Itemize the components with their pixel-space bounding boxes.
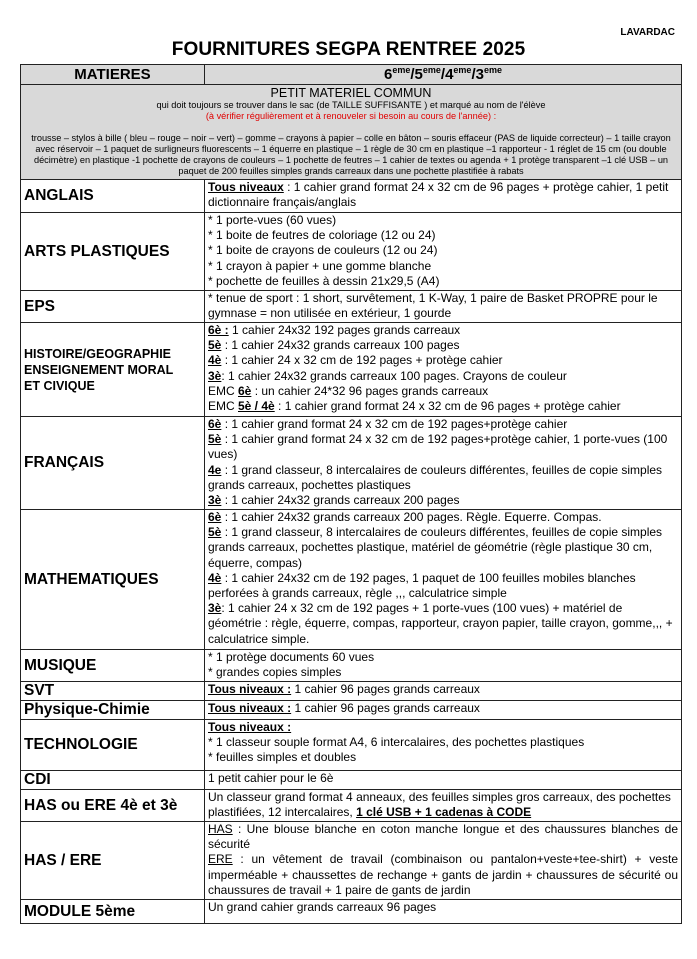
supplies-francais: 6è : 1 cahier grand format 24 x 32 cm de 192 pages+protège cahier 5è : 1 cahier grand format 24 x 32 cm de 192 pages+protège cahier, 1 porte-vues (100 vues) 4e : 1 grand classeur, 8 intercalaires de couleurs différentes, feuilles de copie simples grands carreaux, pochettes plastiques 3è : 1 cahier 24x32 grands carreaux 200 pages bbox=[205, 417, 682, 510]
subject-physique: Physique-Chimie bbox=[21, 701, 205, 720]
supplies-cdi: 1 petit cahier pour le 6è bbox=[205, 771, 682, 790]
document-title: FOURNITURES SEGPA RENTREE 2025 bbox=[171, 39, 526, 60]
supplies-eps: * tenue de sport : 1 short, survêtement, 1 K-Way, 1 paire de Basket PROPRE pour le gymnase = non utilisée en extérieur, 1 gourde bbox=[205, 291, 682, 323]
school-location: LAVARDAC bbox=[620, 27, 675, 38]
subject-anglais: ANGLAIS bbox=[21, 180, 205, 213]
common-instruction: qui doit toujours se trouver dans le sac (de TAILLE SUFFISANTE ) et marqué au nom de l'élève bbox=[156, 100, 546, 110]
row-module bbox=[21, 900, 682, 924]
supplies-has-ere-43: Un classeur grand format 4 anneaux, des feuilles simples gros carreaux, des pochettes plastifiées, 12 intercalaires, 1 clé USB + 1 cadenas à CODE bbox=[205, 790, 682, 822]
common-material-row bbox=[21, 85, 682, 180]
common-material-cell bbox=[21, 85, 682, 180]
subject-maths: MATHEMATIQUES bbox=[21, 510, 205, 650]
subject-cdi: CDI bbox=[21, 771, 205, 790]
subject-svt: SVT bbox=[21, 682, 205, 701]
supplies-svt: Tous niveaux : 1 cahier 96 pages grands carreaux bbox=[205, 682, 682, 701]
row-eps bbox=[21, 291, 682, 323]
subject-module: MODULE 5ème bbox=[21, 900, 205, 924]
common-list: trousse – stylos à bille ( bleu – rouge – noir – vert) – gomme – crayons à papier – colle en bâton – souris effaceur (PAS de liquide correcteur) – 1 taille crayon avec réservoir – 1 paquet de surligneurs fluorescents – 1 équerre en plastique – 1 règle de 30 cm en plastique –1 rapporteur - 1 réglet de 15 cm (ou double décimètre) en plastique -1 pochette de crayons de couleurs – 1 pochette de feutres – 1 cahier de textes ou agenda + 1 protège transparent –1 clé USB – un paquet de 200 feuilles simples grands carreaux dans une pochette plastifiée à rabats bbox=[31, 133, 671, 176]
subject-has-ere-43: HAS ou ERE 4è et 3è bbox=[21, 790, 205, 822]
supplies-table bbox=[20, 64, 682, 924]
subject-francais: FRANÇAIS bbox=[21, 417, 205, 510]
common-warning: (à vérifier régulièrement et à renouveler si besoin au cours de l'année) : bbox=[205, 111, 497, 121]
supplies-physique: Tous niveaux : 1 cahier 96 pages grands carreaux bbox=[205, 701, 682, 720]
table-header-row bbox=[21, 65, 682, 85]
subject-musique: MUSIQUE bbox=[21, 650, 205, 682]
subject-eps: EPS bbox=[21, 291, 205, 323]
row-anglais bbox=[21, 180, 682, 213]
row-cdi bbox=[21, 771, 682, 790]
row-musique bbox=[21, 650, 682, 682]
row-maths bbox=[21, 510, 682, 650]
supplies-histoire: 6è : 1 cahier 24x32 192 pages grands carreaux 5è : 1 cahier 24x32 grands carreaux 100 pages 4è : 1 cahier 24 x 32 cm de 192 pages + protège cahier 3è: 1 cahier 24x32 grands carreaux 100 pages. Crayons de couleur EMC 6è : un cahier 24*32 96 pages grands carreaux EMC 5è / 4è : 1 cahier grand format 24 x 32 cm de 96 pages + protège cahier bbox=[205, 323, 682, 417]
row-svt bbox=[21, 682, 682, 701]
supplies-anglais: Tous niveaux : 1 cahier grand format 24 x 32 cm de 96 pages + protège cahier, 1 petit dictionnaire français/anglais bbox=[205, 180, 682, 213]
row-has-ere bbox=[21, 822, 682, 900]
supplies-module: Un grand cahier grands carreaux 96 pages bbox=[205, 900, 682, 924]
subject-arts: ARTS PLASTIQUES bbox=[21, 213, 205, 291]
row-histoire bbox=[21, 323, 682, 417]
row-techno bbox=[21, 720, 682, 771]
common-title: PETIT MATERIEL COMMUN bbox=[270, 86, 432, 100]
subject-histoire: HISTOIRE/GEOGRAPHIE ENSEIGNEMENT MORAL ET CIVIQUE bbox=[21, 323, 205, 417]
supplies-techno: Tous niveaux : * 1 classeur souple format A4, 6 intercalaires, des pochettes plastiques * feuilles simples et doubles bbox=[205, 720, 682, 771]
header-matieres: MATIERES bbox=[21, 65, 205, 85]
subject-has-ere: HAS / ERE bbox=[21, 822, 205, 900]
supplies-arts: * 1 porte-vues (60 vues) * 1 boite de feutres de coloriage (12 ou 24) * 1 boite de crayons de couleurs (12 ou 24) * 1 crayon à papier + une gomme blanche * pochette de feuilles à dessin 21x29,5 (A4) bbox=[205, 213, 682, 291]
header-levels: 6eme/5eme/4eme/3eme bbox=[205, 65, 682, 85]
row-has-ere-43 bbox=[21, 790, 682, 822]
supplies-has-ere: HAS : Une blouse blanche en coton manche longue et des chaussures blanches de sécurité ERE : un vêtement de travail (combinaison ou pantalon+veste+tee-shirt) + veste imperméable + chaussettes de rechange + gants de jardin + chaussures de sécurité ou chaussures de travail + 1 paire de gants de jardin bbox=[205, 822, 682, 900]
subject-techno: TECHNOLOGIE bbox=[21, 720, 205, 771]
row-arts bbox=[21, 213, 682, 291]
row-francais bbox=[21, 417, 682, 510]
supplies-maths: 6è : 1 cahier 24x32 grands carreaux 200 pages. Règle. Equerre. Compas. 5è : 1 grand classeur, 8 intercalaires de couleurs différentes, feuilles de copie simples grands carreaux, pochettes plastique, matériel de géométrie (règle plastique 30 cm, équerre, compas) 4è : 1 cahier 24x32 cm de 192 pages, 1 paquet de 100 feuilles mobiles blanches perforées à grands carreaux, règle ,,, calculatrice simple 3è: 1 cahier 24 x 32 cm de 192 pages + 1 porte-vues (100 vues) + matériel de géométrie : règle, équerre, compas, rapporteur, crayon papier, taille crayon, gomme,,, + calculatrice simple. bbox=[205, 510, 682, 650]
row-physique bbox=[21, 701, 682, 720]
supplies-musique: * 1 protège documents 60 vues * grandes copies simples bbox=[205, 650, 682, 682]
